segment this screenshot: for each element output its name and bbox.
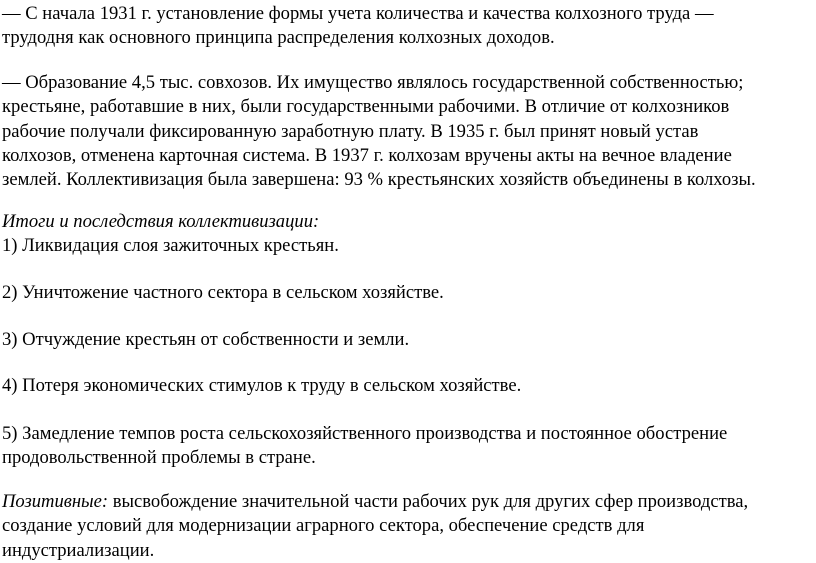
- text-line: землей. Коллективизация была завершена: 93 % крестьянских хозяйств объединены в колхозы.: [2, 169, 756, 191]
- positive-paragraph: [2, 490, 814, 563]
- text-line: трудодня как основного принципа распределения колхозных доходов.: [2, 27, 555, 49]
- text-line: создание условий для модернизации аграрного сектора, обеспечение средств для: [2, 515, 645, 537]
- list-item: 2) Уничтожение частного сектора в сельском хозяйстве.: [2, 282, 444, 303]
- paragraph-collective-labor: [2, 2, 814, 51]
- text-line: [2, 490, 814, 514]
- text-line: колхозов, отменена карточная система. В 1937 г. колхозам вручены акты на вечное владение: [2, 144, 732, 166]
- results-item-4: [2, 374, 814, 398]
- list-item: 5) Замедление темпов роста сельскохозяйственного производства и постоянное обострение: [2, 423, 728, 444]
- results-item-5: [2, 422, 814, 471]
- results-item-2: [2, 281, 814, 305]
- list-item: 1) Ликвидация слоя зажиточных крестьян.: [2, 235, 339, 257]
- list-item: 3) Отчуждение крестьян от собственности и земли.: [2, 329, 410, 350]
- positive-label: Позитивные:: [2, 491, 109, 512]
- positive-text: высвобождение значительной части рабочих рук для других сфер производства,: [108, 491, 749, 512]
- text-line: — Образование 4,5 тыс. совхозов. Их имущество являлось государственной собственностью;: [2, 72, 744, 93]
- text-line: индустриализации.: [2, 539, 155, 561]
- text-line: крестьяне, работавшие в них, были государственными рабочими. В отличие от колхозников: [2, 96, 730, 118]
- list-item: 4) Потеря экономических стимулов к труду в сельском хозяйстве.: [2, 375, 522, 396]
- results-item-3: [2, 328, 814, 352]
- results-heading-block: [2, 210, 814, 259]
- paragraph-sovkhozes: [2, 71, 814, 192]
- list-item-continuation: продовольственной проблемы в стране.: [2, 447, 316, 469]
- text-line: рабочие получали фиксированную заработную плату. В 1935 г. был принят новый устав: [2, 120, 699, 142]
- text-line: — С начала 1931 г. установление формы учета количества и качества колхозного труда —: [2, 3, 714, 24]
- results-heading: Итоги и последствия коллективизации:: [2, 211, 320, 232]
